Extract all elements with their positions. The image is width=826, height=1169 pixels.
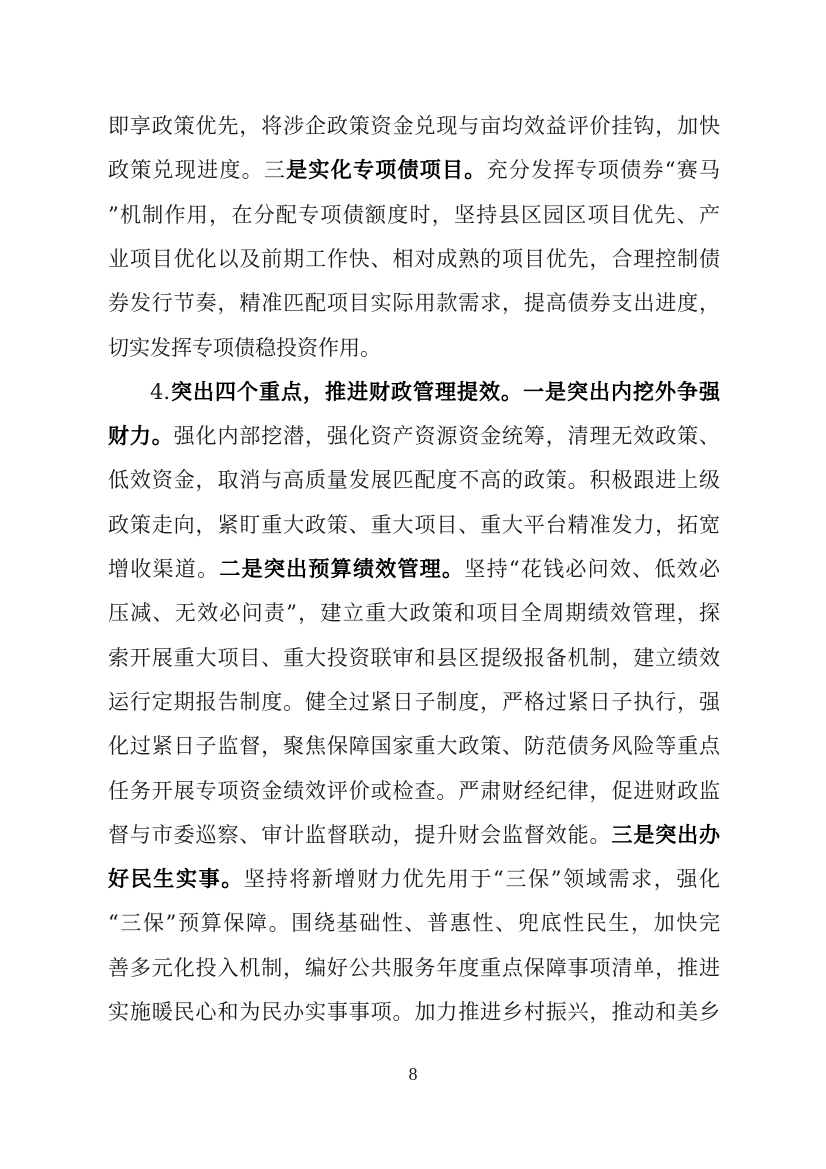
bold-text-run: 突出四个重点，推进财政管理提效。一是突出内挖外争强 xyxy=(170,378,720,404)
bold-text-run: 财力。 xyxy=(108,423,174,449)
text-run: 4. xyxy=(150,379,171,404)
text-run: 强化内部挖潜，强化资产资源资金统筹，清理无效政策、 xyxy=(173,424,721,449)
text-run: 督与市委巡察、审计监督联动，提升财会监督效能。 xyxy=(108,822,612,847)
text-line xyxy=(108,466,720,494)
text-run: 化过紧日子监督，聚焦保障国家重大政策、防范债务风险等重点 xyxy=(108,734,720,759)
text-line xyxy=(108,954,720,982)
bold-text-run: 好民生实事。 xyxy=(108,866,244,892)
text-run: 索开展重大项目、重大投资联审和县区提级报备机制，建立绩效 xyxy=(108,645,720,670)
text-line xyxy=(108,909,720,937)
text-line xyxy=(108,334,720,362)
text-run: 充分发挥专项债券“赛马 xyxy=(486,158,720,183)
text-run: ”机制作用，在分配专项债额度时，坚持县区园区项目优先、产 xyxy=(108,202,720,227)
text-line xyxy=(108,688,720,716)
text-line xyxy=(108,511,720,539)
text-run: 压减、无效必问责”，建立重大政策和项目全周期绩效管理，探 xyxy=(108,601,720,626)
text-run: 坚持将新增财力优先用于“三保”领域需求，强化 xyxy=(243,867,720,892)
text-run: 坚持“花钱必问效、低效必 xyxy=(464,557,720,581)
text-line xyxy=(108,555,720,583)
text-line xyxy=(108,644,720,672)
text-line xyxy=(108,245,720,273)
text-line xyxy=(108,201,720,229)
text-line xyxy=(150,378,720,406)
page-number: 8 xyxy=(408,1064,418,1084)
text-run: 业项目优化以及前期工作快、相对成熟的项目优先，合理控制债 xyxy=(108,246,720,271)
text-run: 增收渠道。 xyxy=(108,557,220,581)
text-run: “三保”预算保障。围绕基础性、普惠性、兜底性民生，加快完 xyxy=(108,911,720,936)
text-line xyxy=(108,599,720,627)
bold-text-run: 是实化专项债项目。 xyxy=(286,157,487,183)
text-line xyxy=(108,777,720,805)
text-run: 政策走向，紧盯重大政策、重大项目、重大平台精准发力，拓宽 xyxy=(108,512,720,537)
text-line xyxy=(108,156,720,184)
text-line xyxy=(108,732,720,760)
text-run: 即享政策优先，将涉企政策资金兑现与亩均效益评价挂钩，加快 xyxy=(108,114,720,138)
text-line xyxy=(108,998,720,1026)
bold-text-run: 二是突出预算绩效管理。 xyxy=(219,556,465,581)
text-line xyxy=(108,821,720,849)
bold-text-run: 三是突出办 xyxy=(611,821,721,847)
text-run: 善多元化投入机制，编好公共服务年度重点保障事项清单，推进 xyxy=(108,955,720,980)
text-line xyxy=(108,865,720,893)
text-line xyxy=(108,112,720,140)
text-line xyxy=(108,422,720,450)
text-run: 券发行节奏，精准匹配项目实际用款需求，提高债券支出进度， xyxy=(108,291,720,316)
text-run: 切实发挥专项债稳投资作用。 xyxy=(108,335,381,360)
text-run: 实施暖民心和为民办实事事项。加力推进乡村振兴，推动和美乡 xyxy=(108,1000,720,1024)
text-line xyxy=(108,289,720,317)
text-run: 运行定期报告制度。健全过紧日子制度，严格过紧日子执行，强 xyxy=(108,689,720,714)
text-run: 低效资金，取消与高质量发展匹配度不高的政策。积极跟进上级 xyxy=(108,468,720,493)
text-run: 任务开展专项资金绩效评价或检查。严肃财经纪律，促进财政监 xyxy=(108,778,720,803)
text-run: 政策兑现进度。三 xyxy=(108,158,287,183)
